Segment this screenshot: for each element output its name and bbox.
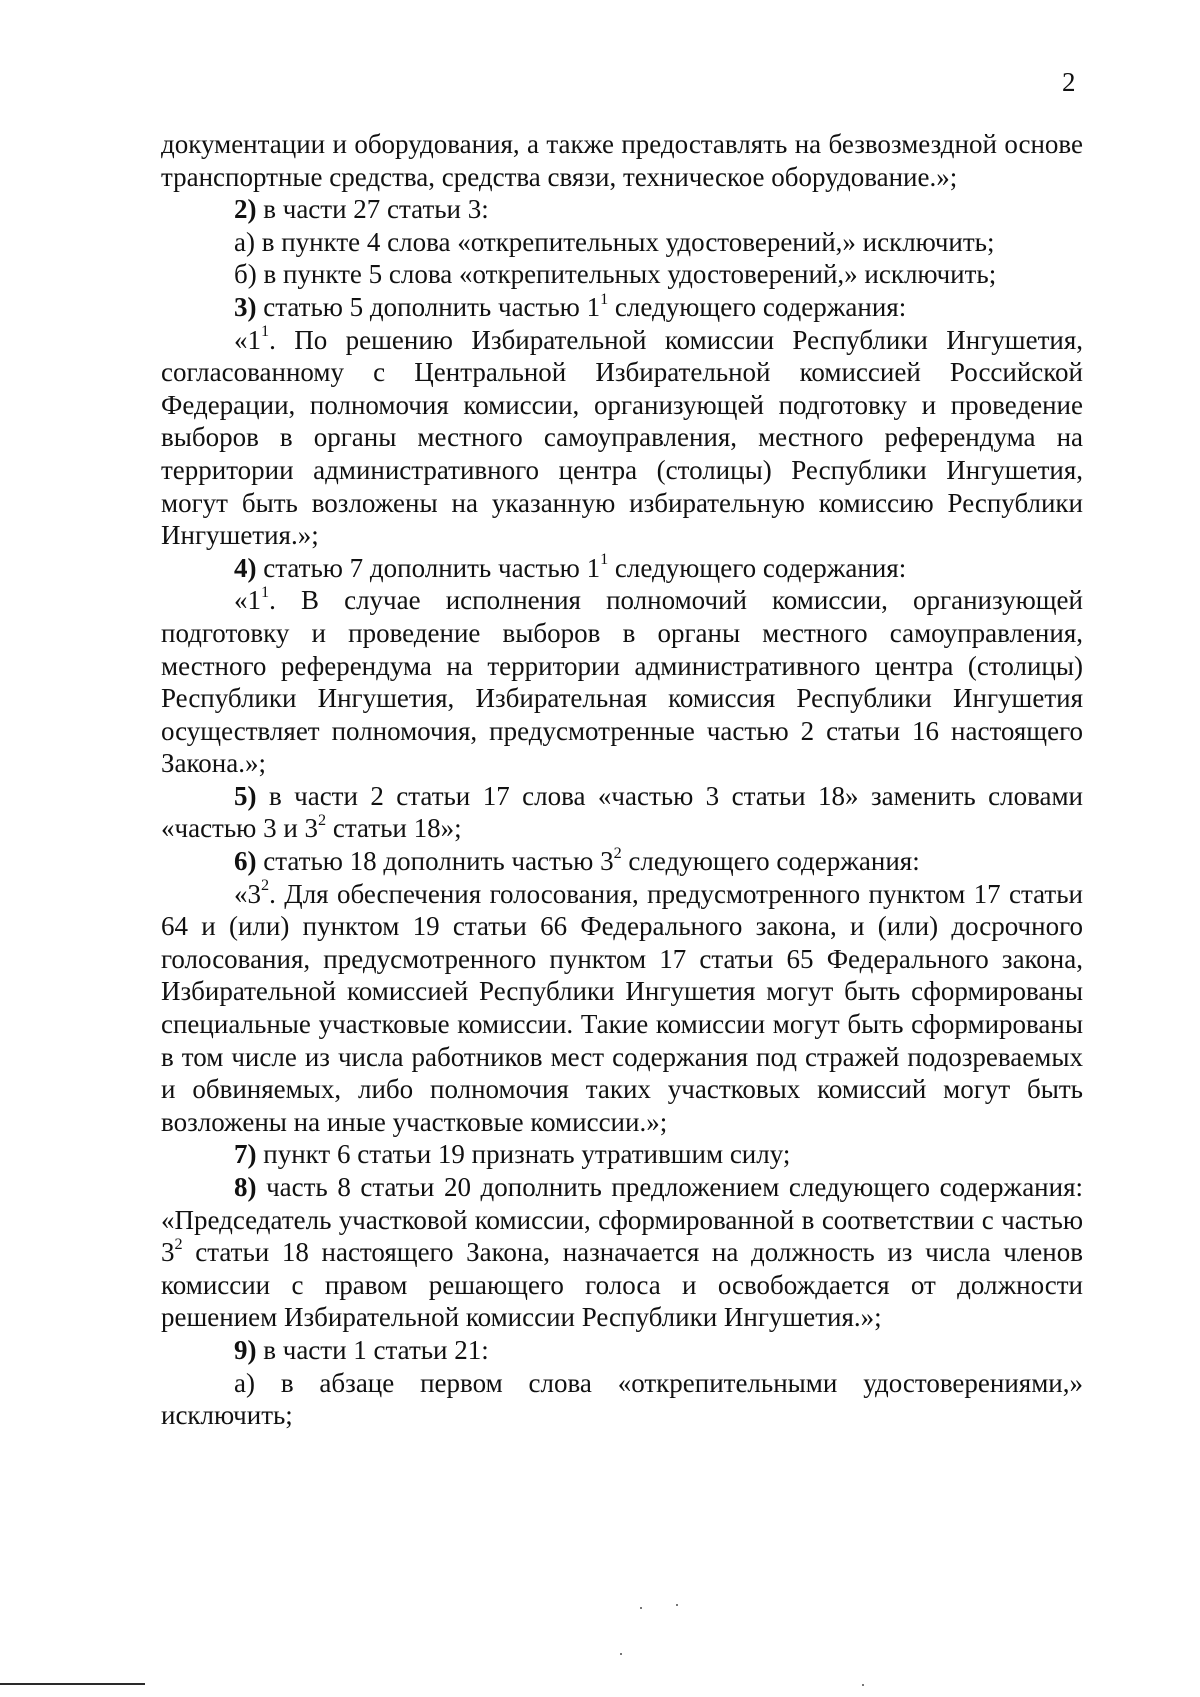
item-text: статью 18 дополнить частью 3 <box>256 846 614 877</box>
subitem-text: б) в пункте 5 слова «открепительных удостоверений,» исключить; <box>234 259 997 290</box>
scan-speck <box>676 1604 678 1606</box>
quoted-part-1-1-article-5 <box>161 324 1083 552</box>
superscript: 2 <box>613 843 622 862</box>
superscript: 2 <box>261 876 270 895</box>
item-text: в части 27 статьи 3: <box>256 194 489 225</box>
quoted-part-1-1-article-7 <box>161 584 1083 780</box>
quote-start: «1 <box>234 585 261 616</box>
item-text: следующего содержания: <box>608 552 907 583</box>
item-9 <box>161 1334 1083 1367</box>
item-number: 4) <box>234 552 257 583</box>
superscript: 1 <box>261 582 270 601</box>
quote-text: . По решению Избирательной комиссии Республики Ингушетия, согласованному с Центральной Избирательной комиссией Российской Федерации, полномочия комиссии, организующей подготовку и проведение выборов в органы местного самоуправления, местного референдума на территории административного центра (столицы) Республики Ингушетия, могут быть возложены на указанную избирательную комиссию Республики Ингушетия.»; <box>161 324 1083 551</box>
item-text: следующего содержания: <box>608 291 907 322</box>
item-text: статью 7 дополнить частью 1 <box>256 552 601 583</box>
subitem-a <box>161 226 1083 259</box>
item-text: в части 1 статьи 21: <box>256 1334 489 1365</box>
superscript: 1 <box>600 289 609 308</box>
scan-edge-line <box>0 1683 145 1685</box>
item-number: 7) <box>234 1139 257 1170</box>
item-4 <box>161 552 1083 585</box>
quote-start: «3 <box>234 878 261 909</box>
item-2 <box>161 193 1083 226</box>
item-5 <box>161 780 1083 845</box>
scan-speck <box>862 1684 864 1686</box>
item-number: 6) <box>234 846 257 877</box>
item-text: часть 8 статьи 20 дополнить предложением следующего содержания: «Председатель участковой комиссии, сформированной в соответствии с частью 3 <box>161 1172 1083 1268</box>
subitem-text: а) в пункте 4 слова «открепительных удостоверений,» исключить; <box>234 226 995 257</box>
document-body <box>161 128 1083 1432</box>
quote-start: «1 <box>234 324 261 355</box>
item-8 <box>161 1171 1083 1334</box>
item-7 <box>161 1138 1083 1171</box>
quote-text: . В случае исполнения полномочий комиссии, организующей подготовку и проведение выборов в органы местного самоуправления, местного референдума на территории административного центра (столицы) Республики Ингушетия, Избирательная комиссия Республики Ингушетия осуществляет полномочия, предусмотренные частью 2 статьи 16 настоящего Закона.»; <box>161 585 1083 779</box>
item-text: следующего содержания: <box>621 846 920 877</box>
superscript: 1 <box>600 550 609 569</box>
item-text: статью 5 дополнить частью 1 <box>256 291 601 322</box>
quote-text: . Для обеспечения голосования, предусмотренного пунктом 17 статьи 64 и (или) пунктом 19 статьи 66 Федерального закона, и (или) досрочного голосования, предусмотренного пунктом 17 статьи 65 Федерального закона, Избирательной комиссией Республики Ингушетия могут быть сформированы специальные участковые комиссии. Такие комиссии могут быть сформированы в том числе из числа работников мест содержания под стражей подозреваемых и обвиняемых, либо полномочия таких участковых комиссий могут быть возложены на иные участковые комиссии.»; <box>161 878 1083 1137</box>
item-text: статьи 18 настоящего Закона, назначается на должность из числа членов комиссии с правом решающего голоса и освобождается от должности решением Избирательной комиссии Республики Ингушетия.»; <box>161 1237 1083 1333</box>
page-number: 2 <box>1062 67 1076 97</box>
superscript: 2 <box>174 1234 183 1253</box>
superscript: 1 <box>261 322 270 341</box>
item-text: в части 2 статьи 17 слова «частью 3 статьи 18» заменить словами «частью 3 и 3 <box>161 780 1083 844</box>
paragraph-continuation <box>161 128 1083 193</box>
item-number: 8) <box>234 1172 257 1202</box>
subitem-text: а) в абзаце первом слова «открепительными удостоверениями,» исключить; <box>161 1367 1083 1431</box>
item-text: пункт 6 статьи 19 признать утратившим силу; <box>256 1139 791 1170</box>
item-6 <box>161 845 1083 878</box>
item-number: 9) <box>234 1334 257 1365</box>
item-3 <box>161 291 1083 324</box>
item-number: 5) <box>234 780 257 811</box>
scan-speck <box>620 1653 622 1655</box>
item-text: статьи 18»; <box>326 813 462 844</box>
item-number: 3) <box>234 291 257 322</box>
superscript: 2 <box>318 811 327 830</box>
quoted-part-3-2-article-18 <box>161 878 1083 1139</box>
item-number: 2) <box>234 194 257 225</box>
paragraph-text: документации и оборудования, а также предоставлять на безвозмездной основе транспортные средства, средства связи, техническое оборудование.»; <box>161 129 1083 192</box>
scan-speck <box>640 1607 642 1609</box>
subitem-a-item-9 <box>161 1367 1083 1432</box>
subitem-b <box>161 258 1083 291</box>
